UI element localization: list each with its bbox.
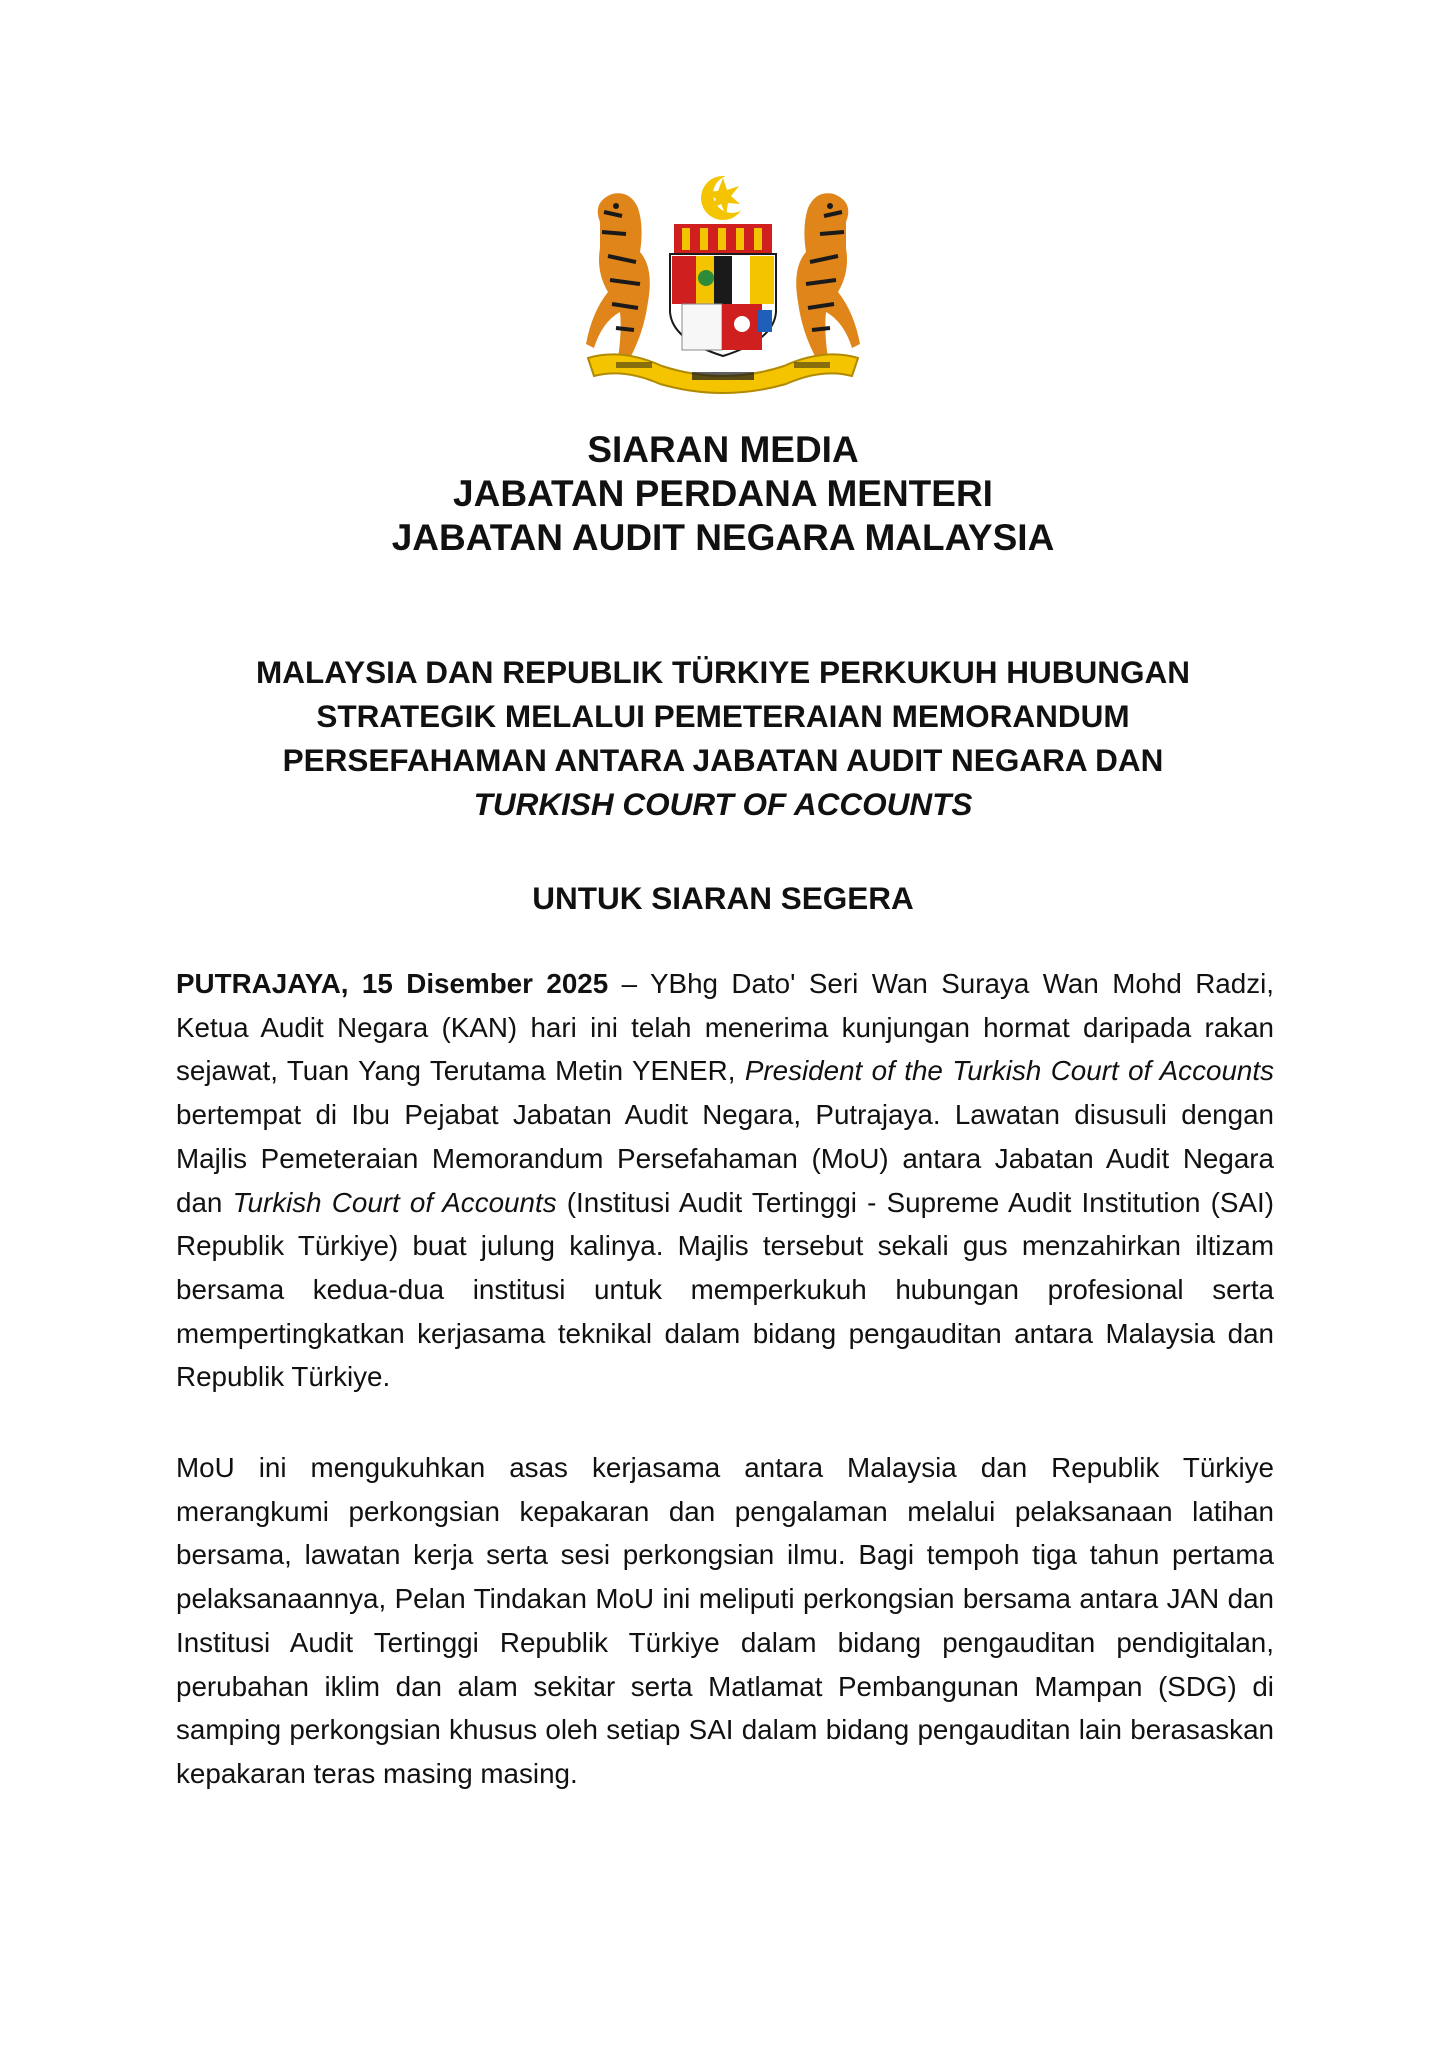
left-tiger-icon bbox=[586, 193, 650, 358]
title-line-2: STRATEGIK MELALUI PEMETERAIAN MEMORANDUM bbox=[316, 698, 1130, 734]
release-label: UNTUK SIARAN SEGERA bbox=[532, 880, 914, 916]
right-tiger-icon bbox=[796, 193, 860, 358]
paragraph-1-text-3: (Institusi Audit Tertinggi - Supreme Audit Institution (SAI) Republik Türkiye) buat julung kalinya. Majlis tersebut sekali gus menzahirkan iltizam bersama kedua-dua institusi untuk memperkukuh hubungan profesional serta mempertingkatkan kerjasama teknikal dalam bidang pengauditan antara Malaysia dan Republik Türkiye. bbox=[176, 1186, 1274, 1393]
paragraph-1-italic-2: Turkish Court of Accounts bbox=[232, 1186, 557, 1218]
press-header bbox=[0, 428, 1446, 560]
dateline: PUTRAJAYA, 15 Disember 2025 bbox=[176, 968, 609, 999]
crescent-star-icon bbox=[701, 175, 751, 220]
paragraph-1-text-2: bertempat di Ibu Pejabat Jabatan Audit Negara, Putrajaya. Lawatan disusuli dengan Majlis Pemeteraian Memorandum Persefahaman (MoU) antara Jabatan Audit Negara dan bbox=[176, 1099, 1274, 1218]
shield-icon bbox=[670, 224, 776, 356]
paragraph-1-italic-1: President of the Turkish Court of Accounts bbox=[744, 1055, 1274, 1087]
header-line-1: SIARAN MEDIA bbox=[587, 429, 859, 470]
paragraph-1-text-1: – YBhg Dato' Seri Wan Suraya Wan Mohd Radzi, Ketua Audit Negara (KAN) hari ini telah menerima kunjungan hormat daripada rakan sejawat, Tuan Yang Terutama Metin YENER, bbox=[176, 968, 1274, 1087]
body-paragraph-2: MoU ini mengukuhkan asas kerjasama antara Malaysia dan Republik Türkiye merangkumi perkongsian kepakaran dan pengalaman melalui pelaksanaan latihan bersama, lawatan kerja serta sesi perkongsian ilmu. Bagi tempoh tiga tahun pertama pelaksanaannya, Pelan Tindakan MoU ini meliputi perkongsian bersama antara JAN dan Institusi Audit Tertinggi Republik Türkiye dalam bidang pengauditan pendigitalan, perubahan iklim dan alam sekitar serta Matlamat Pembangunan Mampan (SDG) di samping perkongsian khusus oleh setiap SAI dalam bidang pengauditan lain berasaskan kepakaran teras masing masing. bbox=[176, 1452, 1274, 1789]
body-paragraph-1 bbox=[176, 962, 1274, 1399]
press-title bbox=[0, 650, 1446, 826]
title-line-4: TURKISH COURT OF ACCOUNTS bbox=[473, 786, 973, 822]
title-line-1: MALAYSIA DAN REPUBLIK TÜRKIYE PERKUKUH HUBUNGAN bbox=[256, 654, 1190, 690]
title-line-3: PERSEFAHAMAN ANTARA JABATAN AUDIT NEGARA DAN bbox=[282, 742, 1164, 778]
malaysia-coat-of-arms-icon bbox=[582, 172, 864, 394]
motto-scroll-icon bbox=[588, 354, 858, 393]
header-line-2: JABATAN PERDANA MENTERI bbox=[453, 473, 993, 514]
header-line-3: JABATAN AUDIT NEGARA MALAYSIA bbox=[391, 517, 1055, 558]
